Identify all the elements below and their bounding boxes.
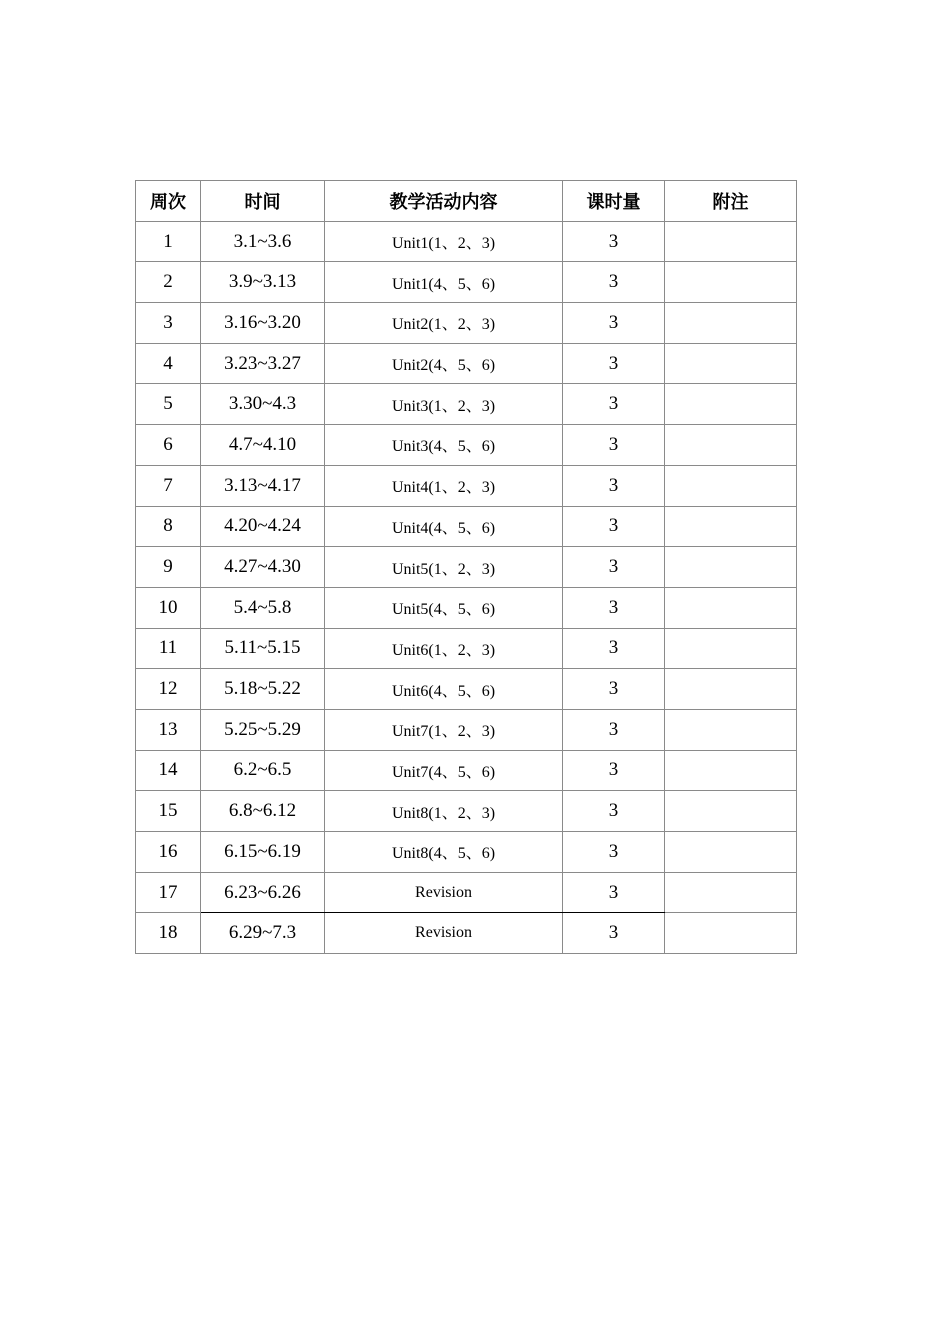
content-cell: Unit1(1、2、3) bbox=[325, 221, 563, 262]
week-cell: 1 bbox=[136, 221, 201, 262]
table-row bbox=[136, 709, 797, 750]
week-cell: 8 bbox=[136, 506, 201, 547]
header-time: 时间 bbox=[201, 181, 325, 222]
content-cell: Unit8(4、5、6) bbox=[325, 832, 563, 873]
week-cell: 4 bbox=[136, 343, 201, 384]
table-row bbox=[136, 750, 797, 791]
content-cell: Unit6(4、5、6) bbox=[325, 669, 563, 710]
time-cell: 5.4~5.8 bbox=[201, 587, 325, 628]
time-cell: 5.18~5.22 bbox=[201, 669, 325, 710]
time-cell: 3.16~3.20 bbox=[201, 303, 325, 344]
table-row bbox=[136, 587, 797, 628]
hours-cell: 3 bbox=[563, 709, 665, 750]
time-cell: 3.1~3.6 bbox=[201, 221, 325, 262]
table-row bbox=[136, 791, 797, 832]
table-row bbox=[136, 547, 797, 588]
notes-cell bbox=[665, 547, 797, 588]
content-cell: Unit4(1、2、3) bbox=[325, 465, 563, 506]
hours-cell: 3 bbox=[563, 465, 665, 506]
time-cell: 6.2~6.5 bbox=[201, 750, 325, 791]
table-row bbox=[136, 303, 797, 344]
week-cell: 16 bbox=[136, 832, 201, 873]
time-cell: 3.13~4.17 bbox=[201, 465, 325, 506]
hours-cell: 3 bbox=[563, 872, 665, 913]
week-cell: 7 bbox=[136, 465, 201, 506]
table-row bbox=[136, 832, 797, 873]
notes-cell bbox=[665, 709, 797, 750]
table-row bbox=[136, 384, 797, 425]
table-header bbox=[136, 181, 797, 222]
notes-cell bbox=[665, 506, 797, 547]
content-cell: Unit2(1、2、3) bbox=[325, 303, 563, 344]
time-cell: 3.30~4.3 bbox=[201, 384, 325, 425]
notes-cell bbox=[665, 832, 797, 873]
week-cell: 10 bbox=[136, 587, 201, 628]
notes-cell bbox=[665, 343, 797, 384]
table-body bbox=[136, 221, 797, 953]
header-hours: 课时量 bbox=[563, 181, 665, 222]
hours-cell: 3 bbox=[563, 506, 665, 547]
content-cell: Unit5(4、5、6) bbox=[325, 587, 563, 628]
content-cell: Unit7(4、5、6) bbox=[325, 750, 563, 791]
notes-cell bbox=[665, 425, 797, 466]
hours-cell: 3 bbox=[563, 832, 665, 873]
week-cell: 5 bbox=[136, 384, 201, 425]
time-cell: 3.23~3.27 bbox=[201, 343, 325, 384]
table-row bbox=[136, 221, 797, 262]
week-cell: 3 bbox=[136, 303, 201, 344]
content-cell: Revision bbox=[325, 872, 563, 913]
time-cell: 6.23~6.26 bbox=[201, 872, 325, 913]
notes-cell bbox=[665, 303, 797, 344]
week-cell: 9 bbox=[136, 547, 201, 588]
week-cell: 17 bbox=[136, 872, 201, 913]
table-row bbox=[136, 628, 797, 669]
header-notes: 附注 bbox=[665, 181, 797, 222]
week-cell: 2 bbox=[136, 262, 201, 303]
time-cell: 6.8~6.12 bbox=[201, 791, 325, 832]
table-row bbox=[136, 343, 797, 384]
hours-cell: 3 bbox=[563, 343, 665, 384]
notes-cell bbox=[665, 628, 797, 669]
header-row bbox=[136, 181, 797, 222]
hours-cell: 3 bbox=[563, 587, 665, 628]
table-row bbox=[136, 465, 797, 506]
notes-cell bbox=[665, 669, 797, 710]
hours-cell: 3 bbox=[563, 303, 665, 344]
week-cell: 15 bbox=[136, 791, 201, 832]
notes-cell bbox=[665, 791, 797, 832]
notes-cell bbox=[665, 872, 797, 913]
hours-cell: 3 bbox=[563, 750, 665, 791]
hours-cell: 3 bbox=[563, 628, 665, 669]
time-cell: 5.25~5.29 bbox=[201, 709, 325, 750]
table-row bbox=[136, 506, 797, 547]
hours-cell: 3 bbox=[563, 384, 665, 425]
content-cell: Unit1(4、5、6) bbox=[325, 262, 563, 303]
time-cell: 4.7~4.10 bbox=[201, 425, 325, 466]
week-cell: 13 bbox=[136, 709, 201, 750]
week-cell: 14 bbox=[136, 750, 201, 791]
time-cell: 6.15~6.19 bbox=[201, 832, 325, 873]
notes-cell bbox=[665, 587, 797, 628]
content-cell: Unit5(1、2、3) bbox=[325, 547, 563, 588]
content-cell: Unit2(4、5、6) bbox=[325, 343, 563, 384]
notes-cell bbox=[665, 750, 797, 791]
content-cell: Unit3(4、5、6) bbox=[325, 425, 563, 466]
time-cell: 3.9~3.13 bbox=[201, 262, 325, 303]
header-content: 教学活动内容 bbox=[325, 181, 563, 222]
notes-cell bbox=[665, 262, 797, 303]
content-cell: Revision bbox=[325, 913, 563, 954]
table-row bbox=[136, 913, 797, 954]
notes-cell bbox=[665, 221, 797, 262]
hours-cell: 3 bbox=[563, 669, 665, 710]
header-week: 周次 bbox=[136, 181, 201, 222]
week-cell: 12 bbox=[136, 669, 201, 710]
notes-cell bbox=[665, 913, 797, 954]
hours-cell: 3 bbox=[563, 262, 665, 303]
time-cell: 4.27~4.30 bbox=[201, 547, 325, 588]
hours-cell: 3 bbox=[563, 221, 665, 262]
notes-cell bbox=[665, 384, 797, 425]
week-cell: 6 bbox=[136, 425, 201, 466]
teaching-schedule-table bbox=[135, 180, 797, 954]
hours-cell: 3 bbox=[563, 425, 665, 466]
notes-cell bbox=[665, 465, 797, 506]
table-row bbox=[136, 872, 797, 913]
hours-cell: 3 bbox=[563, 791, 665, 832]
time-cell: 6.29~7.3 bbox=[201, 913, 325, 954]
content-cell: Unit6(1、2、3) bbox=[325, 628, 563, 669]
content-cell: Unit8(1、2、3) bbox=[325, 791, 563, 832]
content-cell: Unit7(1、2、3) bbox=[325, 709, 563, 750]
time-cell: 5.11~5.15 bbox=[201, 628, 325, 669]
table-row bbox=[136, 425, 797, 466]
table-row bbox=[136, 262, 797, 303]
hours-cell: 3 bbox=[563, 547, 665, 588]
table-row bbox=[136, 669, 797, 710]
content-cell: Unit4(4、5、6) bbox=[325, 506, 563, 547]
time-cell: 4.20~4.24 bbox=[201, 506, 325, 547]
content-cell: Unit3(1、2、3) bbox=[325, 384, 563, 425]
hours-cell: 3 bbox=[563, 913, 665, 954]
week-cell: 11 bbox=[136, 628, 201, 669]
week-cell: 18 bbox=[136, 913, 201, 954]
